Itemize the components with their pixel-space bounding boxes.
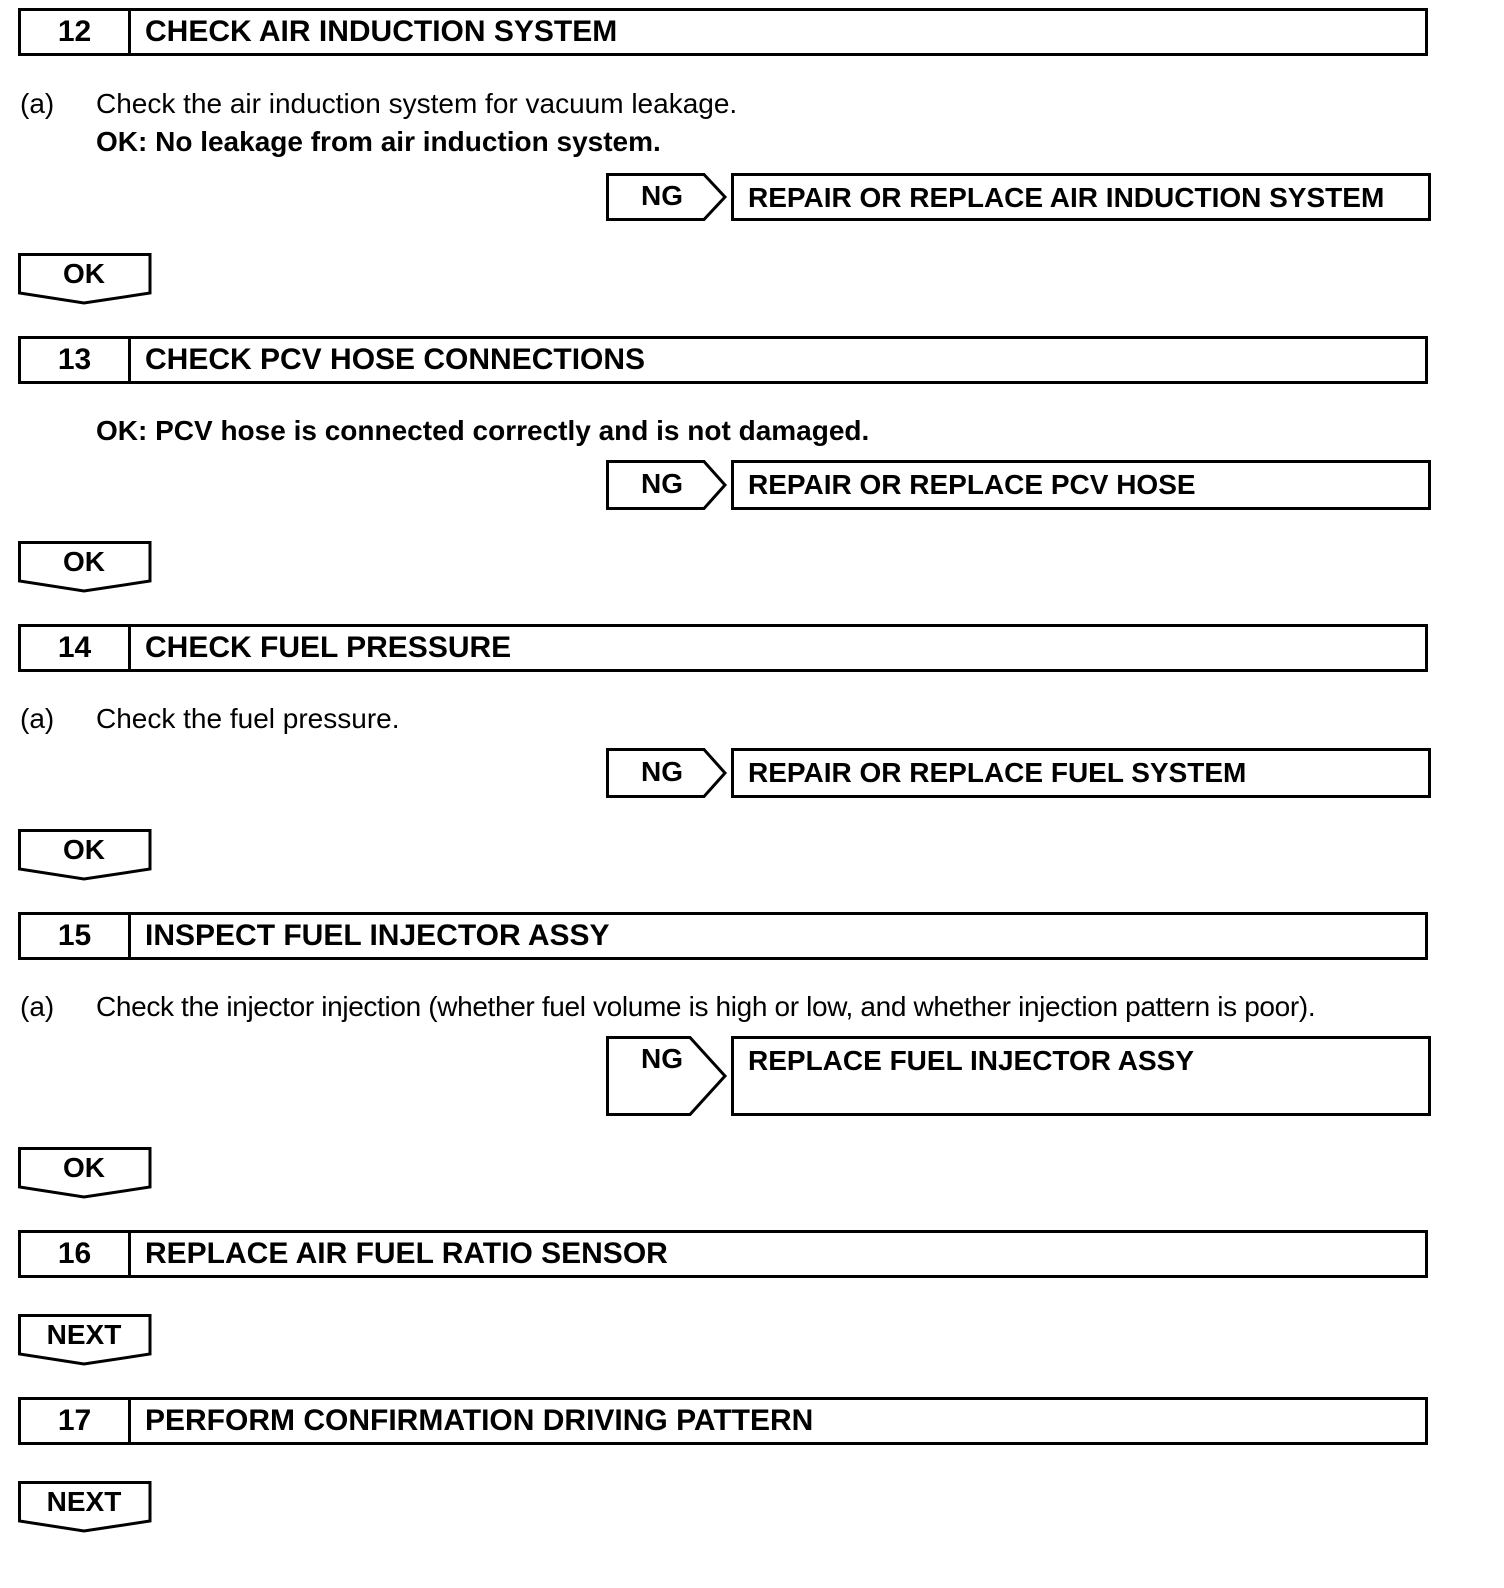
- ok-flow-tag: [18, 253, 154, 305]
- flow-label: OK: [63, 834, 105, 865]
- ng-action-text: REPAIR OR REPLACE AIR INDUCTION SYSTEM: [748, 182, 1385, 213]
- flow-label: OK: [63, 258, 105, 289]
- ok-criteria: OK: PCV hose is connected correctly and is not damaged.: [96, 415, 870, 446]
- ng-tag: [606, 748, 728, 798]
- ng-action-text: REPAIR OR REPLACE PCV HOSE: [748, 469, 1196, 500]
- ng-label: NG: [641, 756, 683, 787]
- step-number: 17: [21, 1400, 131, 1442]
- step-15-header: [18, 912, 1428, 960]
- step-17-header: [18, 1397, 1428, 1445]
- step-number: 15: [21, 915, 131, 957]
- step-number: 14: [21, 627, 131, 669]
- flow-label: OK: [63, 546, 105, 577]
- ng-action-box: [731, 173, 1431, 221]
- ng-tag: [606, 173, 728, 221]
- ng-label: NG: [641, 468, 683, 499]
- substep-letter: (a): [20, 88, 55, 119]
- ok-criteria: OK: No leakage from air induction system.: [96, 126, 661, 157]
- step-number: 12: [21, 11, 131, 53]
- step-14-header: [18, 624, 1428, 672]
- step-title: REPLACE AIR FUEL RATIO SENSOR: [145, 1237, 668, 1270]
- substep-text: Check the injector injection (whether fuel volume is high or low, and whether injection pattern is poor).: [96, 991, 1316, 1022]
- step-title: INSPECT FUEL INJECTOR ASSY: [145, 919, 610, 952]
- flow-label: NEXT: [46, 1486, 122, 1517]
- step-title: CHECK PCV HOSE CONNECTIONS: [145, 343, 646, 376]
- ok-flow-tag: [18, 829, 154, 881]
- ng-action-box: [731, 748, 1431, 798]
- substep-letter: (a): [20, 703, 55, 734]
- step-title: PERFORM CONFIRMATION DRIVING PATTERN: [145, 1404, 814, 1437]
- ng-action-box: [731, 1036, 1431, 1116]
- ok-flow-tag: [18, 541, 154, 593]
- step-12-header: [18, 8, 1428, 56]
- step-13-header: [18, 336, 1428, 384]
- flow-label: OK: [63, 1152, 105, 1183]
- substep-text: Check the air induction system for vacuum leakage.: [96, 88, 738, 119]
- ng-tag: [606, 1036, 728, 1116]
- step-number: 13: [21, 339, 131, 381]
- ng-action-text: REPLACE FUEL INJECTOR ASSY: [748, 1045, 1195, 1076]
- ng-label: NG: [641, 1043, 683, 1074]
- step-number: 16: [21, 1233, 131, 1275]
- ng-action-text: REPAIR OR REPLACE FUEL SYSTEM: [748, 757, 1247, 788]
- ok-flow-tag: [18, 1147, 154, 1199]
- next-flow-tag: [18, 1481, 154, 1533]
- next-flow-tag: [18, 1314, 154, 1366]
- ng-label: NG: [641, 180, 683, 211]
- step-title: CHECK AIR INDUCTION SYSTEM: [145, 15, 618, 48]
- flow-label: NEXT: [46, 1319, 122, 1350]
- ng-tag: [606, 460, 728, 510]
- ng-action-box: [731, 460, 1431, 510]
- step-16-header: [18, 1230, 1428, 1278]
- substep-text: Check the fuel pressure.: [96, 703, 400, 734]
- step-title: CHECK FUEL PRESSURE: [145, 631, 512, 664]
- substep-letter: (a): [20, 991, 55, 1022]
